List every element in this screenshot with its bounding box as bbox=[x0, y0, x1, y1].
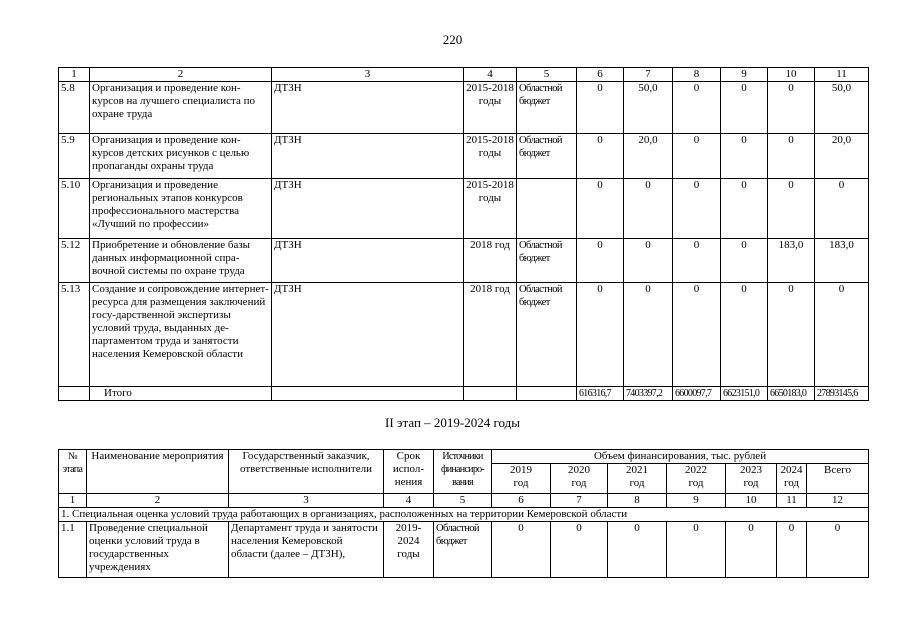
total-value: 27893145,6 bbox=[815, 387, 869, 401]
value-cell: 183,0 bbox=[815, 239, 869, 283]
col-num-2: 2 bbox=[87, 494, 229, 508]
row-source: Областной бюджет bbox=[517, 134, 577, 179]
row-executor: ДТЗН bbox=[272, 179, 464, 239]
table-row bbox=[59, 283, 869, 387]
stage2-table bbox=[58, 449, 869, 578]
value-cell: 0 bbox=[777, 522, 807, 578]
total-label: Итого bbox=[90, 387, 272, 401]
section-row bbox=[59, 508, 869, 522]
value-cell: 0 bbox=[492, 522, 551, 578]
value-cell: 0 bbox=[721, 134, 768, 179]
value-cell: 183,0 bbox=[768, 239, 815, 283]
total-value: 6650183,0 bbox=[768, 387, 815, 401]
value-cell: 0 bbox=[807, 522, 869, 578]
row-term: 2018 год bbox=[464, 283, 517, 387]
row-name: Организация и проведение региональных этапов конкурсов профессионального мастерства «Лучший по профессии» bbox=[90, 179, 272, 239]
value-cell: 0 bbox=[721, 82, 768, 134]
value-cell: 0 bbox=[721, 283, 768, 387]
col-num-12: 12 bbox=[807, 494, 869, 508]
row-term: 2015-2018 годы bbox=[464, 179, 517, 239]
row-source: Областной бюджет bbox=[517, 239, 577, 283]
value-cell: 0 bbox=[721, 239, 768, 283]
row-source bbox=[517, 179, 577, 239]
table-row bbox=[59, 134, 869, 179]
value-cell: 0 bbox=[624, 239, 673, 283]
header-volume: Объем финансирования, тыс. рублей bbox=[492, 450, 869, 464]
value-cell: 50,0 bbox=[815, 82, 869, 134]
header-customer: Государственный заказчик, ответственные исполнители bbox=[229, 450, 384, 494]
col-num-3: 3 bbox=[272, 68, 464, 82]
row-customer: Департамент труда и занятости населения Кемеровской области (далее – ДТЗН), bbox=[229, 522, 384, 578]
col-num-4: 4 bbox=[384, 494, 434, 508]
col-num-7: 7 bbox=[551, 494, 608, 508]
col-num-11: 11 bbox=[777, 494, 807, 508]
value-cell: 0 bbox=[551, 522, 608, 578]
value-cell: 0 bbox=[721, 179, 768, 239]
header-name: Наименование мероприятия bbox=[87, 450, 229, 494]
col-num-1: 1 bbox=[59, 68, 90, 82]
row-name: Организация и проведение кон-курсов детских рисунков с целью пропаганды охраны труда bbox=[90, 134, 272, 179]
total-value: 616316,7 bbox=[577, 387, 624, 401]
value-cell: 0 bbox=[577, 134, 624, 179]
col-num-10: 10 bbox=[726, 494, 777, 508]
row-executor: ДТЗН bbox=[272, 283, 464, 387]
table-row bbox=[59, 522, 869, 578]
value-cell: 20,0 bbox=[624, 134, 673, 179]
row-term: 2015-2018 годы bbox=[464, 82, 517, 134]
table-row bbox=[59, 82, 869, 134]
stage1-table bbox=[58, 67, 869, 401]
row-number: 5.12 bbox=[59, 239, 90, 283]
header-total: Всего bbox=[807, 464, 869, 494]
header-number-row bbox=[59, 68, 869, 82]
col-num-8: 8 bbox=[608, 494, 667, 508]
row-number: 1.1 bbox=[59, 522, 87, 578]
col-num-10: 10 bbox=[768, 68, 815, 82]
page-number: 220 bbox=[442, 32, 463, 47]
row-executor: ДТЗН bbox=[272, 239, 464, 283]
value-cell: 0 bbox=[768, 82, 815, 134]
year-header: 2021 год bbox=[608, 464, 667, 494]
col-num-8: 8 bbox=[673, 68, 721, 82]
row-name: Организация и проведение кон-курсов на лучшего специалиста по охране труда bbox=[90, 82, 272, 134]
value-cell: 0 bbox=[726, 522, 777, 578]
row-executor: ДТЗН bbox=[272, 82, 464, 134]
total-value: 7403397,2 bbox=[624, 387, 673, 401]
value-cell: 20,0 bbox=[815, 134, 869, 179]
header-term: Срок испол-нения bbox=[384, 450, 434, 494]
value-cell: 0 bbox=[815, 283, 869, 387]
value-cell: 0 bbox=[815, 179, 869, 239]
year-header: 2023 год bbox=[726, 464, 777, 494]
row-source: Областной бюджет bbox=[517, 82, 577, 134]
row-name: Приобретение и обновление базы данных информационной спра-вочной системы по охране труда bbox=[90, 239, 272, 283]
col-num-1: 1 bbox=[59, 494, 87, 508]
stage-title: II этап – 2019-2024 годы bbox=[385, 415, 520, 430]
value-cell: 0 bbox=[577, 239, 624, 283]
row-number: 5.13 bbox=[59, 283, 90, 387]
col-num-5: 5 bbox=[434, 494, 492, 508]
row-name: Проведение специальной оценки условий труда в государственных учреждениях bbox=[87, 522, 229, 578]
section-title: 1. Специальная оценка условий труда работающих в организациях, расположенных на территории Кемеровской области bbox=[59, 508, 869, 522]
row-term: 2015-2018 годы bbox=[464, 134, 517, 179]
year-header: 2024 год bbox=[777, 464, 807, 494]
year-header: 2022 год bbox=[667, 464, 726, 494]
value-cell: 0 bbox=[673, 179, 721, 239]
col-num-3: 3 bbox=[229, 494, 384, 508]
header-number-row bbox=[59, 494, 869, 508]
value-cell: 0 bbox=[667, 522, 726, 578]
col-num-4: 4 bbox=[464, 68, 517, 82]
year-header: 2020 год bbox=[551, 464, 608, 494]
col-num-7: 7 bbox=[624, 68, 673, 82]
row-source: Областной бюджет bbox=[517, 283, 577, 387]
header-number: № этапа bbox=[59, 450, 87, 494]
value-cell: 0 bbox=[673, 283, 721, 387]
value-cell: 0 bbox=[768, 179, 815, 239]
value-cell: 0 bbox=[577, 283, 624, 387]
row-term: 2019-2024 годы bbox=[384, 522, 434, 578]
col-num-5: 5 bbox=[517, 68, 577, 82]
col-num-6: 6 bbox=[492, 494, 551, 508]
year-header: 2019 год bbox=[492, 464, 551, 494]
col-num-11: 11 bbox=[815, 68, 869, 82]
row-number: 5.8 bbox=[59, 82, 90, 134]
value-cell: 0 bbox=[624, 179, 673, 239]
table-row bbox=[59, 179, 869, 239]
row-term: 2018 год bbox=[464, 239, 517, 283]
header-source: Источники финансиро-вания bbox=[434, 450, 492, 494]
col-num-2: 2 bbox=[90, 68, 272, 82]
value-cell: 50,0 bbox=[624, 82, 673, 134]
value-cell: 0 bbox=[673, 82, 721, 134]
table-row bbox=[59, 239, 869, 283]
value-cell: 0 bbox=[577, 179, 624, 239]
total-row bbox=[59, 387, 869, 401]
col-num-9: 9 bbox=[721, 68, 768, 82]
value-cell: 0 bbox=[624, 283, 673, 387]
value-cell: 0 bbox=[577, 82, 624, 134]
total-value: 6623151,0 bbox=[721, 387, 768, 401]
value-cell: 0 bbox=[768, 283, 815, 387]
row-number: 5.10 bbox=[59, 179, 90, 239]
total-value: 6600097,7 bbox=[673, 387, 721, 401]
col-num-9: 9 bbox=[667, 494, 726, 508]
value-cell: 0 bbox=[673, 134, 721, 179]
row-number: 5.9 bbox=[59, 134, 90, 179]
row-executor: ДТЗН bbox=[272, 134, 464, 179]
row-name: Создание и сопровождение интернет-ресурса для размещения заключений госу-дарственной экспертизы условий труда, выданных де-партаментом труда и занятости населения Кемеровской области bbox=[90, 283, 272, 387]
value-cell: 0 bbox=[673, 239, 721, 283]
row-source: Областной бюджет bbox=[434, 522, 492, 578]
value-cell: 0 bbox=[768, 134, 815, 179]
value-cell: 0 bbox=[608, 522, 667, 578]
header-row-top bbox=[59, 450, 869, 464]
col-num-6: 6 bbox=[577, 68, 624, 82]
